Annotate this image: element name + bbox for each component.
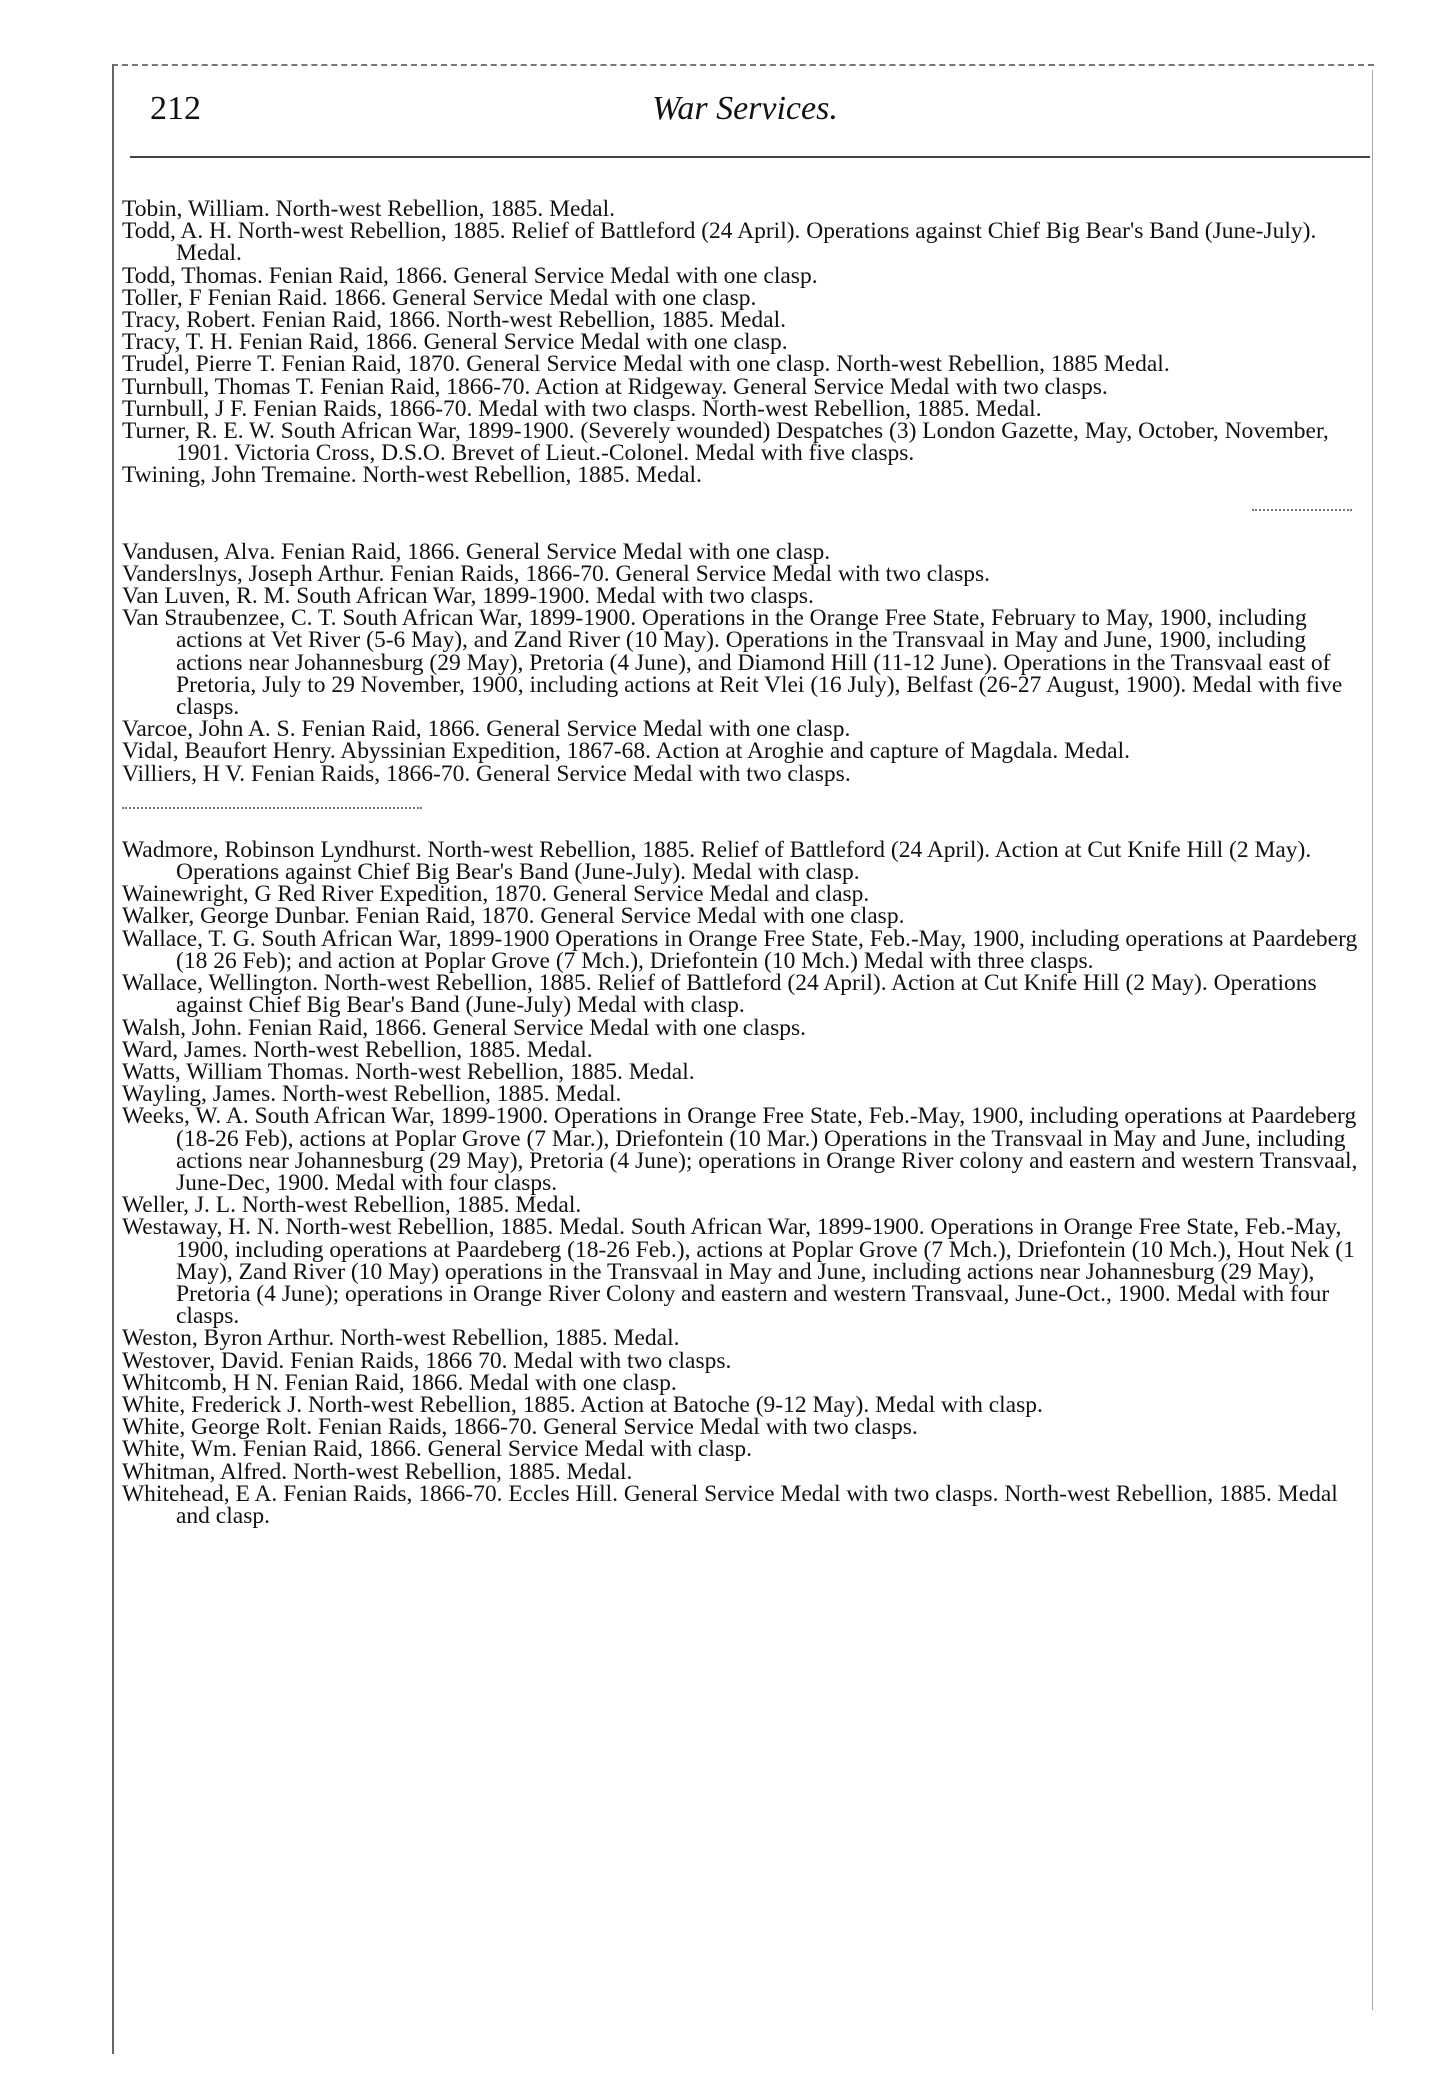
- page-border-top: [112, 64, 1374, 66]
- entry: Ward, James. North-west Rebellion, 1885. Medal.: [122, 1036, 593, 1063]
- entry: Toller, F Fenian Raid. 1866. General Service Medal with one clasp.: [122, 284, 757, 311]
- entry: Turnbull, J F. Fenian Raids, 1866-70. Medal with two clasps. North-west Rebellion, 1885. Medal.: [122, 395, 1042, 422]
- entry: Van Straubenzee, C. T. South African War, 1899-1900. Operations in the Orange Free State, February to May, 1900, including actions at Vet River (5-6 May), and Zand River (10 May). Operations in the Transvaal in May and June, 1900, including actions near Johannesburg (29 May), Pretoria (4 June), and Diamond Hill (11-12 June). Operations in the Transvaal east of Pretoria, July to 29 November, 1900, including actions at Reit Vlei (16 July), Belfast (26-27 August, 1900). Medal with five clasps.: [122, 605, 1343, 721]
- entry: Whitcomb, H N. Fenian Raid, 1866. Medal with one clasp.: [122, 1369, 677, 1396]
- entry: Todd, A. H. North-west Rebellion, 1885. Relief of Battleford (24 April). Operations against Chief Big Bear's Band (June-July). Medal.: [122, 218, 1317, 267]
- page-border-left: [112, 64, 114, 2054]
- entry: Todd, Thomas. Fenian Raid, 1866. General Service Medal with one clasp.: [122, 262, 818, 289]
- entry: Whitehead, E A. Fenian Raids, 1866-70. Eccles Hill. General Service Medal with two clasps. North-west Rebellion, 1885. Medal and clasp.: [122, 1480, 1338, 1529]
- entry: Villiers, H V. Fenian Raids, 1866-70. General Service Medal with two clasps.: [122, 760, 851, 787]
- entry: Tracy, T. H. Fenian Raid, 1866. General Service Medal with one clasp.: [122, 329, 788, 356]
- entry: Walker, George Dunbar. Fenian Raid, 1870. General Service Medal with one clasp.: [122, 903, 905, 930]
- entry: Whitman, Alfred. North-west Rebellion, 1885. Medal.: [122, 1458, 633, 1485]
- section-v: [122, 538, 1366, 787]
- entry: White, George Rolt. Fenian Raids, 1866-70. General Service Medal with two clasps.: [122, 1414, 918, 1441]
- header-rule: [130, 156, 1370, 158]
- section-w: [122, 836, 1366, 1529]
- entry: Vanderslnys, Joseph Arthur. Fenian Raids, 1866-70. General Service Medal with two clasps.: [122, 560, 991, 587]
- entry: Watts, William Thomas. North-west Rebellion, 1885. Medal.: [122, 1058, 695, 1085]
- running-head: War Services.: [652, 90, 838, 127]
- entries-container: [122, 198, 1366, 1527]
- entry: Weeks, W. A. South African War, 1899-1900. Operations in Orange Free State, Feb.-May, 1900, including operations at Paardeberg (18-26 Feb), actions at Poplar Grove (7 Mar.), Driefontein (10 Mar.) Operations in the Transvaal in May and June, including actions near Johannesburg (29 May), Pretoria (4 June); operations in Orange River colony and eastern and western Transvaal, June-Dec, 1900. Medal with four clasps.: [122, 1103, 1358, 1196]
- section-separator: [122, 785, 1366, 839]
- entry: Weller, J. L. North-west Rebellion, 1885. Medal.: [122, 1192, 582, 1219]
- entry: Wallace, T. G. South African War, 1899-1900 Operations in Orange Free State, Feb.-May, 1900, including operations at Paardeberg (18 26 Feb); and action at Poplar Grove (7 Mch.), Driefontein (10 Mch.) Medal with three clasps.: [122, 925, 1358, 974]
- entry: Walsh, John. Fenian Raid, 1866. General Service Medal with one clasps.: [122, 1014, 807, 1041]
- entry: White, Frederick J. North-west Rebellion, 1885. Action at Batoche (9-12 May). Medal with clasp.: [122, 1391, 1043, 1418]
- entry: White, Wm. Fenian Raid, 1866. General Service Medal with clasp.: [122, 1436, 752, 1463]
- entry: Vidal, Beaufort Henry. Abyssinian Expedition, 1867-68. Action at Aroghie and capture of Magdala. Medal.: [122, 738, 1130, 765]
- entry: Tobin, William. North-west Rebellion, 1885. Medal.: [122, 196, 616, 222]
- section-t: [122, 198, 1366, 487]
- entry: Turner, R. E. W. South African War, 1899-1900. (Severely wounded) Despatches (3) London Gazette, May, October, November, 1901. Victoria Cross, D.S.O. Brevet of Lieut.-Colonel. Medal with five clasps.: [122, 418, 1329, 467]
- entry: Tracy, Robert. Fenian Raid, 1866. North-west Rebellion, 1885. Medal.: [122, 307, 787, 334]
- page-number: 212: [150, 90, 201, 127]
- entry: Wayling, James. North-west Rebellion, 1885. Medal.: [122, 1081, 622, 1108]
- page-header: [120, 90, 1370, 140]
- entry: Weston, Byron Arthur. North-west Rebellion, 1885. Medal.: [122, 1325, 680, 1352]
- entry: Trudel, Pierre T. Fenian Raid, 1870. General Service Medal with one clasp. North-west Rebellion, 1885 Medal.: [122, 351, 1170, 378]
- entry: Westaway, H. N. North-west Rebellion, 1885. Medal. South African War, 1899-1900. Operations in Orange Free State, Feb.-May, 1900, including operations at Paardeberg (18-26 Feb.), actions at Poplar Grove (7 Mch.), Driefontein (10 Mch.), Hout Nek (1 May), Zand River (10 May) operations in the Transvaal in May and June, including actions near Johannesburg (29 May), Pretoria (4 June); operations in Orange River Colony and eastern and western Transvaal, June-Oct., 1900. Medal with four clasps.: [122, 1214, 1355, 1330]
- entry: Wadmore, Robinson Lyndhurst. North-west Rebellion, 1885. Relief of Battleford (24 April). Action at Cut Knife Hill (2 May). Operations against Chief Big Bear's Band (June-July). Medal with clasp.: [122, 836, 1312, 886]
- entry: Wainewright, G Red River Expedition, 1870. General Service Medal and clasp.: [122, 881, 870, 908]
- entry: Wallace, Wellington. North-west Rebellion, 1885. Relief of Battleford (24 April). Action at Cut Knife Hill (2 May). Operations against Chief Big Bear's Band (June-July) Medal with clasp.: [122, 970, 1317, 1019]
- page-border-right: [1372, 70, 1373, 2010]
- entry: Westover, David. Fenian Raids, 1866 70. Medal with two clasps.: [122, 1347, 732, 1374]
- entry: Twining, John Tremaine. North-west Rebellion, 1885. Medal.: [122, 462, 702, 489]
- entry: Varcoe, John A. S. Fenian Raid, 1866. General Service Medal with one clasp.: [122, 716, 851, 743]
- entry: Vandusen, Alva. Fenian Raid, 1866. General Service Medal with one clasp.: [122, 538, 831, 565]
- entry: Van Luven, R. M. South African War, 1899-1900. Medal with two clasps.: [122, 583, 814, 610]
- section-separator: [122, 487, 1366, 541]
- entry: Turnbull, Thomas T. Fenian Raid, 1866-70. Action at Ridgeway. General Service Medal with two clasps.: [122, 373, 1108, 400]
